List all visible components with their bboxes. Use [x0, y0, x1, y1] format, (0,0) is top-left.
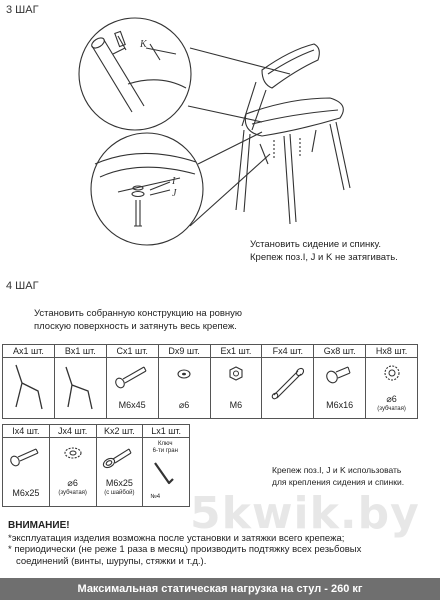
- fastener-note-line2: для крепления сидения и спинки.: [272, 477, 405, 487]
- part-label: Fx4 шт.: [262, 345, 313, 358]
- part-cell-c: [106, 345, 158, 419]
- part-cell-i: [3, 425, 50, 507]
- lock-washer-icon: [377, 361, 407, 385]
- max-load-banner: Максимальная статическая нагрузка на стул - 260 кг: [0, 578, 440, 600]
- tool-note-line2: 6-ти гран: [152, 448, 178, 454]
- part-label: Ex1 шт.: [211, 345, 262, 358]
- nut-icon: [221, 361, 251, 387]
- part-spec: M6: [229, 400, 243, 410]
- fastener-note-line1: Крепеж поз.I, J и K использовать: [272, 465, 402, 475]
- part-spec-note: (зубчатая): [58, 490, 87, 496]
- step-4-instructions: [34, 307, 242, 333]
- part-cell-h: [366, 345, 418, 419]
- step-3-instructions: [250, 238, 398, 264]
- part-cell-f: [262, 345, 314, 419]
- part-spec: M6x45: [118, 400, 146, 410]
- part-cell-j: [49, 425, 96, 507]
- part-spec: ⌀6: [67, 478, 78, 488]
- part-label: Kx2 шт.: [97, 425, 143, 438]
- part-label: Ax1 шт.: [3, 345, 54, 358]
- part-label: Cx1 шт.: [107, 345, 158, 358]
- part-label: Gx8 шт.: [314, 345, 365, 358]
- part-label: Ix4 шт.: [3, 425, 49, 438]
- step-3-note-line1: Установить сидение и спинку.: [250, 239, 381, 250]
- fastener-usage-note: [272, 464, 404, 488]
- callout-j: J: [172, 188, 177, 199]
- tool-note-line1: Ключ: [158, 441, 173, 447]
- part-cell-b: [54, 345, 106, 419]
- warning-line2: * периодически (не реже 1 раза в месяц) производить подтяжку всех резьбовых: [8, 544, 362, 555]
- bolt-icon: [320, 361, 360, 391]
- chair-frame-icon: [60, 361, 100, 413]
- part-label: Bx1 шт.: [55, 345, 106, 358]
- part-spec: ⌀6: [178, 400, 190, 410]
- watermark: 5kwik.by: [190, 488, 420, 539]
- warning-block: [8, 520, 434, 567]
- step-3-note-line2: Крепеж поз.I, J и K не затягивать.: [250, 252, 398, 263]
- step-3-title: 3 ШАГ: [6, 4, 39, 16]
- part-spec: ⌀6: [386, 394, 397, 404]
- part-spec-note: (зубчатая): [377, 406, 406, 412]
- parts-table-row-1: [2, 344, 418, 419]
- tool-size: №4: [150, 494, 161, 500]
- part-spec: M6x25: [12, 488, 40, 498]
- part-label: Jx4 шт.: [50, 425, 96, 438]
- part-label: Lx1 шт.: [143, 425, 189, 438]
- part-spec: M6x16: [326, 400, 354, 410]
- washer-icon: [169, 361, 199, 387]
- bolt-icon: [6, 441, 46, 471]
- step-4-title: 4 ШАГ: [6, 280, 39, 292]
- part-spec-note: (с шайбой): [104, 490, 135, 496]
- chair-frame-icon: [8, 361, 48, 413]
- bolt-icon: [112, 361, 152, 391]
- pin-icon: [268, 361, 308, 401]
- parts-table-row-2: [2, 424, 190, 507]
- warning-title: ВНИМАНИЕ!: [8, 520, 70, 531]
- warning-line1: *эксплуатация изделия возможна после установки и затяжки всего крепежа;: [8, 532, 345, 544]
- callout-k: K: [140, 39, 147, 50]
- part-spec: M6x25: [105, 478, 133, 488]
- part-cell-k: [96, 425, 143, 507]
- step-3-assembly-illustration: [0, 14, 440, 246]
- part-cell-g: [314, 345, 366, 419]
- step-4-note-line2: плоскую поверхность и затянуть весь крепеж.: [34, 321, 237, 332]
- callout-i: I: [172, 176, 176, 187]
- part-label: Dx9 шт.: [159, 345, 210, 358]
- bolt-washer-icon: [99, 441, 139, 475]
- part-cell-a: [3, 345, 55, 419]
- warning-line3: соединений (винты, шурупы, стяжки и т.д.).: [16, 555, 207, 567]
- lock-washer-icon: [58, 441, 88, 465]
- hex-key-icon: [149, 457, 179, 493]
- part-cell-d: [158, 345, 210, 419]
- step-4-note-line1: Установить собранную конструкцию на ровную: [34, 308, 243, 319]
- part-cell-l: [143, 425, 190, 507]
- part-label: Hx8 шт.: [366, 345, 417, 358]
- part-cell-e: [210, 345, 262, 419]
